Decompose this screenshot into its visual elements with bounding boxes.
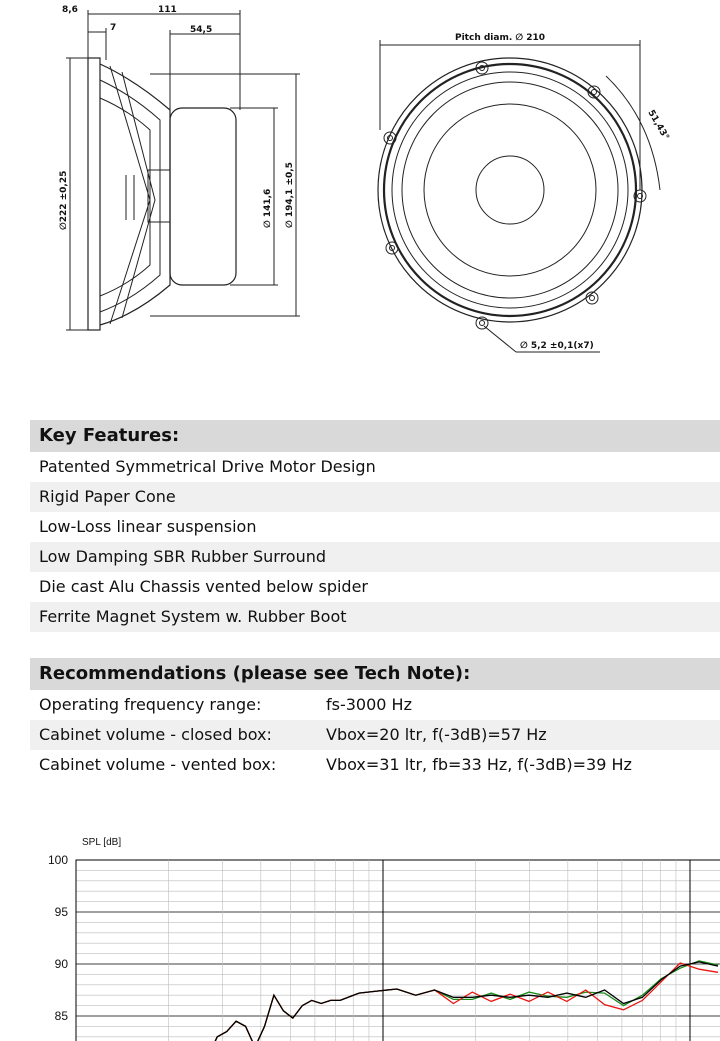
feature-item: Patented Symmetrical Drive Motor Design — [39, 457, 376, 476]
recommendation-row — [30, 690, 720, 720]
recommendation-label: Cabinet volume - vented box: — [39, 755, 277, 774]
y-tick-label: 85 — [54, 1009, 68, 1023]
dim-8-6: 8,6 — [62, 5, 78, 15]
dim-54-5: 54,5 — [190, 25, 213, 35]
spl-series-line — [170, 963, 718, 1041]
recommendations-title: Recommendations (please see Tech Note): — [30, 658, 720, 690]
plot-frame — [76, 860, 720, 1041]
dim-7: 7 — [110, 23, 117, 33]
dim-pitch: Pitch diam. ∅ 210 — [455, 33, 546, 43]
dim-holes: ∅ 5,2 ±0,1(x7) — [520, 341, 594, 351]
y-tick-label: 90 — [54, 957, 68, 971]
feature-item: Ferrite Magnet System w. Rubber Boot — [30, 602, 720, 632]
recommendation-label: Operating frequency range: — [39, 695, 262, 714]
drawing-svg — [0, 0, 720, 390]
feature-item: Low-Loss linear suspension — [39, 517, 257, 536]
spl-chart — [0, 830, 720, 1041]
feature-item: Die cast Alu Chassis vented below spider — [39, 577, 368, 596]
dim-222: ∅222 ±0,25 — [59, 170, 69, 230]
y-tick-label: 95 — [54, 905, 68, 919]
technical-drawing — [0, 0, 720, 390]
feature-item: Rigid Paper Cone — [30, 482, 720, 512]
recommendation-label: Cabinet volume - closed box: — [39, 725, 272, 744]
dim-194-1: ∅ 194,1 ±0,5 — [285, 162, 295, 228]
y-tick-label: 100 — [47, 853, 68, 867]
spl-series-line — [170, 961, 718, 1041]
recommendation-row — [30, 720, 720, 750]
feature-item: Low Damping SBR Rubber Surround — [30, 542, 720, 572]
key-features-title: Key Features: — [30, 420, 720, 452]
dim-angle: 51,43° — [645, 108, 671, 143]
dim-141-6: ∅ 141,6 — [263, 188, 273, 228]
recommendation-value: fs-3000 Hz — [326, 695, 412, 714]
spl-chart-svg — [0, 830, 720, 1041]
dim-111: 111 — [158, 5, 177, 15]
recommendation-value: Vbox=31 ltr, fb=33 Hz, f(-3dB)=39 Hz — [326, 755, 632, 774]
spl-series-line — [170, 962, 718, 1041]
recommendation-value: Vbox=20 ltr, f(-3dB)=57 Hz — [326, 725, 547, 744]
recommendation-row — [30, 750, 720, 780]
y-axis-label: SPL [dB] — [82, 837, 122, 848]
